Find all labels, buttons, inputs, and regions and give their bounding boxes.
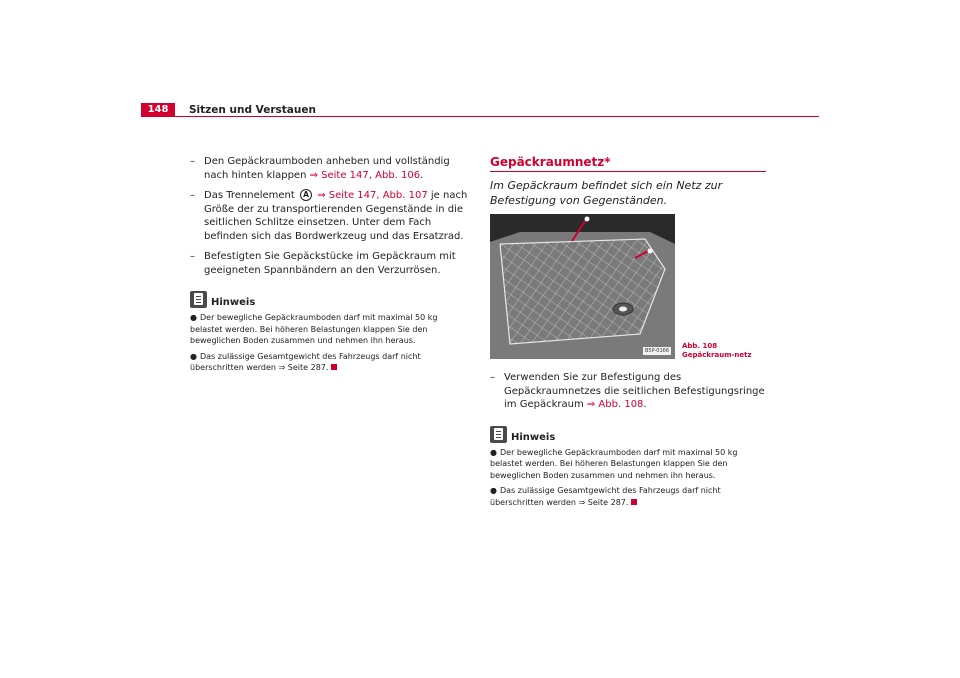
note-header <box>490 426 766 443</box>
note-label: Hinweis <box>211 297 256 308</box>
end-of-section-mark <box>631 499 637 505</box>
left-column <box>190 155 468 378</box>
bullet-icon: ● <box>490 447 497 457</box>
cross-reference-link[interactable]: ⇒ Seite 147, Abb. 107 <box>317 190 428 201</box>
note-item: ● Das zulässige Gesamtgewicht des Fahrzeugs darf nicht überschritten werden ⇒ Seite 287. <box>190 351 421 372</box>
header-rule <box>141 116 819 117</box>
note-icon <box>490 426 507 443</box>
section-title: Gepäckraumnetz* <box>490 155 766 172</box>
section-intro: Im Gepäckraum befindet sich ein Netz zur Befestigung von Gegenständen. <box>490 179 723 207</box>
step-item: – Den Gepäckraumboden anheben und vollständig nach hinten klappen ⇒ Seite 147, Abb. 106. <box>190 156 450 181</box>
bullet-icon: ● <box>190 313 197 322</box>
right-column <box>490 155 766 512</box>
end-of-section-mark <box>331 364 337 370</box>
page-number: 148 <box>141 103 175 117</box>
note-icon <box>190 291 207 308</box>
step-text: Befestigten Sie Gepäckstücke im Gepäckraum mit geeigneten Spannbändern an den Verzurrösen. <box>204 251 456 276</box>
step-item: – Das Trennelement A ⇒ Seite 147, Abb. 107 je nach Größe der zu transportierenden Gegenstände in die seitlichen Schlitze einsetzen. Unter dem Fach befinden sich das Bordwerkzeug und das Ersatzrad. <box>190 190 468 242</box>
cargo-net-illustration <box>490 214 675 359</box>
note-item: ● Der bewegliche Gepäckraumboden darf mit maximal 50 kg belastet werden. Bei höheren Belastungen klappen Sie den beweglichen Boden zusammen und nehmen ihn heraus. <box>490 447 738 480</box>
figure-code: B5P-0166 <box>644 348 669 354</box>
step-text: Das Trennelement <box>204 190 298 201</box>
cross-reference-link[interactable]: ⇒ Seite 147, Abb. 106 <box>309 169 421 181</box>
bullet-icon: ● <box>190 351 197 361</box>
figure-caption: Abb. 108 Gepäckraum-netz <box>682 342 752 359</box>
figure <box>490 214 766 361</box>
note-header <box>190 291 468 308</box>
callout-marker-a: A <box>300 189 312 201</box>
note-item: ● Der bewegliche Gepäckraumboden darf mit maximal 50 kg belastet werden. Bei höheren Belastungen klappen Sie den beweglichen Boden zusammen und nehmen ihn heraus. <box>190 313 438 345</box>
step-text: Den Gepäckraumboden anheben und vollständig nach hinten klappen <box>204 156 450 181</box>
cross-reference-link[interactable]: ⇒ Abb. 108 <box>586 399 644 410</box>
running-title: Sitzen und Verstauen <box>189 104 316 116</box>
step-text: Verwenden Sie zur Befestigung des Gepäckraumnetzes die seitlichen Befestigungsringe im Gepäckraum <box>504 372 765 410</box>
cargo-net-photo <box>490 214 675 359</box>
note-label: Hinweis <box>511 431 556 443</box>
note-item: ● Das zulässige Gesamtgewicht des Fahrzeugs darf nicht überschritten werden ⇒ Seite 287. <box>490 486 721 507</box>
bullet-icon: ● <box>490 486 497 495</box>
step-item: – Befestigten Sie Gepäckstücke im Gepäckraum mit geeigneten Spannbändern an den Verzurrösen. <box>190 251 456 276</box>
step-item: – Verwenden Sie zur Befestigung des Gepäckraumnetzes die seitlichen Befestigungsringe im Gepäckraum ⇒ Abb. 108. <box>490 372 765 410</box>
